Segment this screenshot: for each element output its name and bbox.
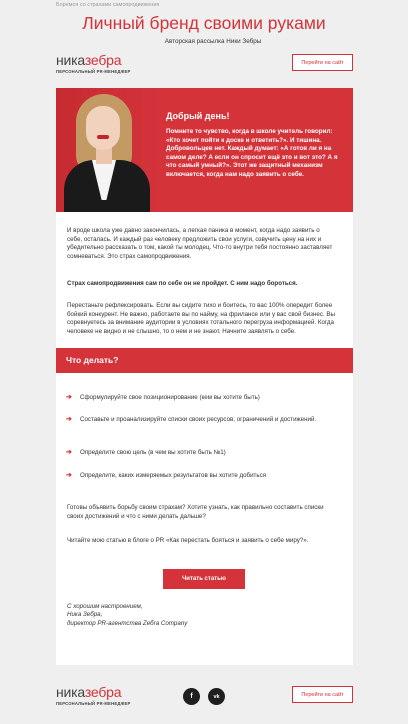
signature [67,603,187,628]
arrow-right-icon: ➔ [66,416,72,423]
read-article-button[interactable]: Читать статью [163,569,245,589]
preheader: Боремся со страхами самопродвижения [56,2,160,8]
logo-tagline: ПЕРСОНАЛЬНЫЙ PR-МЕНЕДЖЕР [56,701,131,706]
logo-part2: зебра [84,684,122,700]
page-subtitle: Авторская рассылка Ники Зебры [164,38,262,45]
list-item-text: Определите свою цель (в чем вы хотите быть №1) [80,449,226,456]
vk-icon[interactable]: vk [208,688,225,705]
hero-text: Помните то чувство, когда в школе учитель говорил: «Кто хочет пойти к доске и ответить?». И тишина. Добровольцев нет. Каждый думает: «А готов ли я на самом деле? А если он спросит ещё это и вот это? А я что самый умный?». Этот же защитный механизм включается, когда нам надо заявить о себе. [166,128,338,178]
arrow-right-icon: ➔ [66,472,72,479]
logo-part1: ника [56,684,85,700]
signature-line: директор PR-агентства Zeбra Company [67,619,188,627]
intro-paragraph: И вроде школа уже давно закончилась, а легкая паника в момент, когда надо заявить о себе, осталась. И каждый раз человеку предложить свои услуги, озвучить цену на них и убедительно рассказать о том, какой ты молодец. Что-то внутри тебя постоянно заставляет сомневаться. Это страх самопродвижения. [67,227,333,260]
logo-part2: зебра [84,52,122,68]
arrow-right-icon: ➔ [66,394,72,401]
arrow-right-icon: ➔ [66,449,72,456]
hero-banner [56,88,353,212]
list-item-text: Составьте и проанализируйте списки своих ресурсов, ограничений и достижений. [80,416,317,423]
go-to-site-button[interactable]: Перейти на сайт [292,54,353,71]
footer-logo[interactable] [56,685,130,706]
cta-article-text: Читайте мою статью в блоге о PR «Как перестать бояться и заявить о себе миру?». [67,537,309,544]
signature-line: С хорошим настроением, [67,603,143,610]
logo[interactable] [56,53,130,74]
go-to-site-button-footer[interactable]: Перейти на сайт [292,686,353,703]
hero-greeting: Добрый день! [166,111,230,121]
todo-heading-bar [56,348,353,373]
logo-part1: ника [56,52,85,68]
todo-section [56,373,353,665]
author-photo [56,88,161,212]
list-item-text: Сформулируйте свое позиционирование (кем вы хотите быть) [80,394,260,401]
facebook-icon[interactable]: f [183,688,200,705]
todo-heading: Что делать? [66,355,119,365]
intro-section [56,212,353,348]
logo-wordmark [56,53,130,67]
page-title: Личный бренд своими руками [82,13,326,33]
signature-line: Ника Зебра, [67,611,103,619]
intro-highlight: Страх самопродвижения сам по себе он не пройдет. С ним надо бороться. [67,280,298,287]
list-item-text: Определите, каких измеряемых результатов вы хотите добиться [80,472,267,479]
logo-wordmark [56,685,130,699]
cta-question: Готовы объявить борьбу своим страхам? Хотите узнать, как правильно составить списки своих достижений и что с ними делать дальше? [67,504,324,520]
logo-tagline: ПЕРСОНАЛЬНЫЙ PR-МЕНЕДЖЕР [56,69,131,74]
intro-paragraph: Перестаньте рефлексировать. Если вы сидите тихо и боитесь, то вас 100% опередит более бойкий конкурент. Не важно, работаете вы по найму, на фрилансе или у вас свой бизнес. Вы соревнуетесь за внимание аудитории в условиях тотального перегруза информацией. Когда человеке не видно и не слышно, то о нем и не знают. Начните заявлять о себе. [67,302,335,335]
